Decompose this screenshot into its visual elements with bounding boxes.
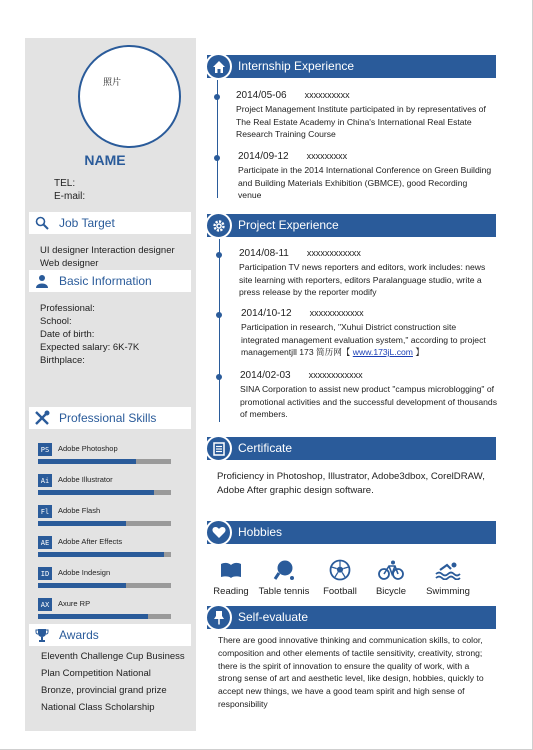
entry-date-text: 2014/05-06 xyxy=(236,90,287,101)
basic-info-header xyxy=(29,270,191,292)
entry-org: xxxxxxxxxx xyxy=(304,90,350,100)
skills-header xyxy=(29,407,191,429)
hobby-item xyxy=(256,558,312,597)
job-target-text: UI designer Interaction designer Web designer xyxy=(40,245,175,269)
entry-description: SINA Corporation to assist new product "campus microblogging" of promotional activities and the successful development of thousands of members. xyxy=(240,384,498,419)
skill-bar-track xyxy=(38,521,171,526)
skill-badge: AE xyxy=(38,536,52,549)
skill-item xyxy=(38,505,178,527)
entry-date-text: 2014/02-03 xyxy=(240,370,291,381)
table-tennis-icon xyxy=(256,558,312,582)
projects-timeline xyxy=(219,239,220,422)
skill-name: Adobe Illustrator xyxy=(58,475,113,484)
hobby-label: Reading xyxy=(213,586,249,597)
self-evaluate-header xyxy=(207,606,496,629)
basic-info-line: Date of birth: xyxy=(40,329,95,340)
entry-description: Project Management Institute participated in by representatives of The Real Estate Academy in China's International Real Estate Research Training Course xyxy=(236,104,486,139)
search-icon xyxy=(29,216,55,230)
hobby-label: Swimming xyxy=(426,586,470,597)
entry-description xyxy=(241,321,493,359)
email-label: E-mail: xyxy=(54,191,86,202)
certificate-header xyxy=(207,437,496,460)
hobby-item xyxy=(312,558,368,597)
entry-date xyxy=(239,248,361,259)
awards-title: Awards xyxy=(59,628,99,642)
website-link[interactable]: www.173jL.com xyxy=(352,347,413,357)
skills-title: Professional Skills xyxy=(59,411,157,425)
skill-item xyxy=(38,598,178,620)
sidebar xyxy=(25,38,196,731)
tel-label: TEL: xyxy=(54,178,76,189)
basic-info-line: School: xyxy=(40,316,72,327)
skill-badge: ID xyxy=(38,567,52,580)
self-evaluate-text: There are good innovative thinking and communication skills, to color, composition and other elements of tactile sensitivity, creativity, strong; there is the spirit of innovation to ensure the quality of work, with a strong sense of art and aesthetic level, like design, hobbies, quickly to accept new things, we have a good team spirit and high sense of responsibility xyxy=(218,635,484,709)
name-heading: NAME xyxy=(84,152,126,168)
entry-date-text: 2014/08-11 xyxy=(239,248,289,259)
entry-description: Participation TV news reporters and editors, work includes: news site learning with reporters, editors Paralanguage studio, write a press release by the reporter modify xyxy=(239,262,486,297)
skill-badge: PS xyxy=(38,443,52,456)
skill-badge: AX xyxy=(38,598,52,611)
skill-bar-track xyxy=(38,614,171,619)
entry-description-text: Participation in research, "Xuhui District construction site integrated management evaluation system," according to project managementjll 173 简历网【 xyxy=(241,322,486,357)
hobbies-title: Hobbies xyxy=(238,525,283,539)
hobby-label: Table tennis xyxy=(258,586,310,597)
entry-date xyxy=(240,370,363,381)
basic-info-title: Basic Information xyxy=(59,274,152,288)
skill-bar-fill xyxy=(38,521,126,526)
skill-bar-track xyxy=(38,552,171,557)
gear-icon xyxy=(205,212,232,239)
entry-org: xxxxxxxxxxxx xyxy=(309,308,364,318)
self-evaluate-title: Self-evaluate xyxy=(238,610,309,624)
job-target-title: Job Target xyxy=(59,216,115,230)
skill-name: Adobe After Effects xyxy=(58,537,123,546)
skill-bar-fill xyxy=(38,490,154,495)
photo-label: 照片 xyxy=(103,78,122,88)
hobbies-header xyxy=(207,521,496,544)
basic-info-line: Birthplace: xyxy=(40,355,85,366)
entry-date xyxy=(236,90,350,101)
pushpin-icon xyxy=(205,604,232,631)
basic-info-list xyxy=(40,302,139,367)
photo-placeholder xyxy=(78,45,181,148)
home-icon xyxy=(205,53,232,80)
internship-header xyxy=(207,55,496,78)
skill-badge: Fl xyxy=(38,505,52,518)
entry-date-text: 2014/10-12 xyxy=(241,308,292,319)
skill-item xyxy=(38,536,178,558)
basic-info-line: Professional: xyxy=(40,303,95,314)
skill-name: Axure RP xyxy=(58,599,91,608)
award-item: Plan Competition National xyxy=(41,668,151,679)
book-icon xyxy=(203,558,259,582)
skill-bar-fill xyxy=(38,583,126,588)
skill-item xyxy=(38,567,178,589)
hobby-label: Bicycle xyxy=(375,586,407,597)
skill-name: Adobe Indesign xyxy=(58,568,111,577)
skill-item xyxy=(38,474,178,496)
trophy-icon xyxy=(29,628,55,642)
football-icon xyxy=(312,558,368,582)
basic-info-line: Expected salary: 6K-7K xyxy=(40,342,140,353)
entry-date-text: 2014/09-12 xyxy=(238,151,289,162)
awards-header xyxy=(29,624,191,646)
skill-bar-fill xyxy=(38,459,136,464)
entry-description: Participate in the 2014 International Conference on Green Building and Building Materials Exhibition (GBMCE), good Recording venue xyxy=(238,165,492,200)
entry-org: xxxxxxxxxxxx xyxy=(306,248,361,258)
user-icon xyxy=(29,274,55,288)
skill-item xyxy=(38,443,178,465)
tools-icon xyxy=(29,410,55,426)
entry-description-end: 】 xyxy=(415,347,424,357)
award-item: Bronze, provincial grand prize xyxy=(41,685,167,696)
timeline-dot xyxy=(216,374,222,380)
skill-bar-fill xyxy=(38,552,164,557)
skill-bar-track xyxy=(38,583,171,588)
timeline-dot xyxy=(214,94,220,100)
heart-icon xyxy=(205,519,232,546)
skill-bar-fill xyxy=(38,614,148,619)
internship-title: Internship Experience xyxy=(238,59,355,73)
swimming-icon xyxy=(420,558,476,582)
skill-name: Adobe Photoshop xyxy=(58,444,118,453)
skill-name: Adobe Flash xyxy=(58,506,101,515)
job-target-header xyxy=(29,212,191,234)
bicycle-icon xyxy=(363,558,419,582)
hobby-item xyxy=(420,558,476,597)
skill-badge: Ai xyxy=(38,474,52,487)
hobby-item xyxy=(363,558,419,597)
certificate-text: Proficiency in Photoshop, Illustrator, Adobe3dbox, CorelDRAW, Adobe After graphic design software. xyxy=(217,471,485,496)
timeline-dot xyxy=(216,312,222,318)
certificate-title: Certificate xyxy=(238,441,293,455)
entry-org: xxxxxxxxxxxx xyxy=(308,370,363,380)
entry-date xyxy=(238,151,347,162)
timeline-dot xyxy=(214,155,220,161)
entry-date xyxy=(241,308,364,319)
document-icon xyxy=(205,435,232,462)
timeline-dot xyxy=(216,252,222,258)
hobby-label: Football xyxy=(323,586,357,597)
award-item: National Class Scholarship xyxy=(41,702,155,713)
skill-bar-track xyxy=(38,490,171,495)
projects-title: Project Experience xyxy=(238,218,339,232)
award-item: Eleventh Challenge Cup Business xyxy=(41,651,185,662)
entry-org: xxxxxxxxx xyxy=(306,151,348,161)
skill-bar-track xyxy=(38,459,171,464)
projects-header xyxy=(207,214,496,237)
hobby-item xyxy=(203,558,259,597)
